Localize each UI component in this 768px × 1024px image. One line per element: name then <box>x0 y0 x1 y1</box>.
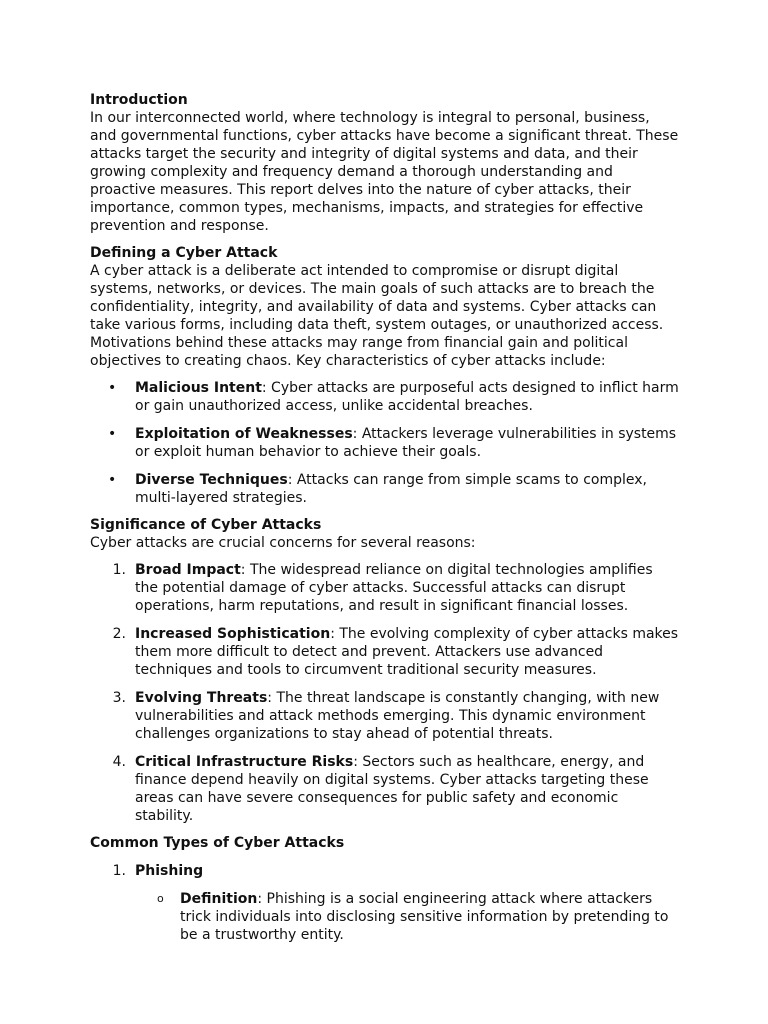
list-item-text: : The widespread reliance on digital technologies amplifies the potential damage of cyber attacks. Successful attacks can disrupt operations, harm reputations, and result in significant financial losses. <box>135 562 653 614</box>
list-item-term: Diverse Techniques <box>135 472 288 488</box>
introduction-heading: Introduction <box>90 92 188 108</box>
list-item-text: : The threat landscape is constantly changing, with new vulnerabilities and attack methods emerging. This dynamic environment challenges organizations to stay ahead of potential threats. <box>135 690 660 742</box>
significance-section <box>90 516 680 825</box>
list-item-term: Malicious Intent <box>135 380 262 396</box>
significance-heading: Significance of Cyber Attacks <box>90 517 322 533</box>
list-item-number: 3. <box>112 690 126 706</box>
introduction-section <box>90 91 680 235</box>
defining-paragraph: A cyber attack is a deliberate act intended to compromise or disrupt digital systems, networks, or devices. The main goals of such attacks are to breach the confidentiality, integrity, and availability of data and systems. Cyber attacks can take various forms, including data theft, system outages, or unauthorized access. Motivations behind these attacks may range from financial gain and political objectives to creating chaos. Key characteristics of cyber attacks include: <box>90 263 664 369</box>
list-item <box>90 471 680 507</box>
phishing-sub-list <box>135 890 680 944</box>
list-item <box>90 753 680 825</box>
list-item-term: Critical Infrastructure Risks <box>135 754 354 770</box>
list-item-text: : Sectors such as healthcare, energy, and finance depend heavily on digital systems. Cyber attacks targeting these areas can have severe consequences for public safety and economic stability. <box>135 754 649 824</box>
list-item-text: : The evolving complexity of cyber attacks makes them more difficult to detect and prevent. Attackers use advanced techniques and tools to circumvent traditional security measures. <box>135 626 679 678</box>
defining-section <box>90 244 680 507</box>
list-item <box>90 689 680 743</box>
types-section <box>90 834 680 944</box>
bullet-icon: • <box>108 380 117 396</box>
types-list <box>90 862 680 944</box>
defining-heading: Defining a Cyber Attack <box>90 245 278 261</box>
list-item <box>90 379 680 415</box>
list-item-text: : Attackers leverage vulnerabilities in systems or exploit human behavior to achieve their goals. <box>135 426 677 460</box>
list-item <box>90 862 680 944</box>
significance-paragraph: Cyber attacks are crucial concerns for several reasons: <box>90 535 476 551</box>
list-item <box>90 625 680 679</box>
list-item-term: Broad Impact <box>135 562 241 578</box>
types-heading: Common Types of Cyber Attacks <box>90 835 345 851</box>
circle-bullet-icon: o <box>157 892 164 905</box>
introduction-paragraph: In our interconnected world, where technology is integral to personal, business, and governmental functions, cyber attacks have become a significant threat. These attacks target the security and integrity of digital systems and data, and their growing complexity and frequency demand a thorough understanding and proactive measures. This report delves into the nature of cyber attacks, their importance, common types, mechanisms, impacts, and strategies for effective prevention and response. <box>90 110 679 234</box>
list-item-number: 2. <box>112 626 126 642</box>
list-item-term: Increased Sophistication <box>135 626 331 642</box>
list-item-term: Evolving Threats <box>135 690 268 706</box>
list-item-number: 1. <box>112 562 126 578</box>
sub-list-item-term: Definition <box>180 891 258 907</box>
bullet-icon: • <box>108 472 117 488</box>
list-item-term: Exploitation of Weaknesses <box>135 426 353 442</box>
list-item-text: : Attacks can range from simple scams to complex, multi-layered strategies. <box>135 472 647 506</box>
list-item <box>90 561 680 615</box>
sub-list-item <box>135 890 680 944</box>
sub-list-item-text: : Phishing is a social engineering attack where attackers trick individuals into disclosing sensitive information by pretending to be a trustworthy entity. <box>180 891 669 943</box>
list-item-term: Phishing <box>135 863 204 879</box>
bullet-icon: • <box>108 426 117 442</box>
characteristics-list <box>90 379 680 507</box>
significance-list <box>90 561 680 825</box>
list-item <box>90 425 680 461</box>
list-item-text: : Cyber attacks are purposeful acts designed to inflict harm or gain unauthorized access, unlike accidental breaches. <box>135 380 679 414</box>
list-item-number: 4. <box>112 754 126 770</box>
list-item-number: 1. <box>112 863 126 879</box>
